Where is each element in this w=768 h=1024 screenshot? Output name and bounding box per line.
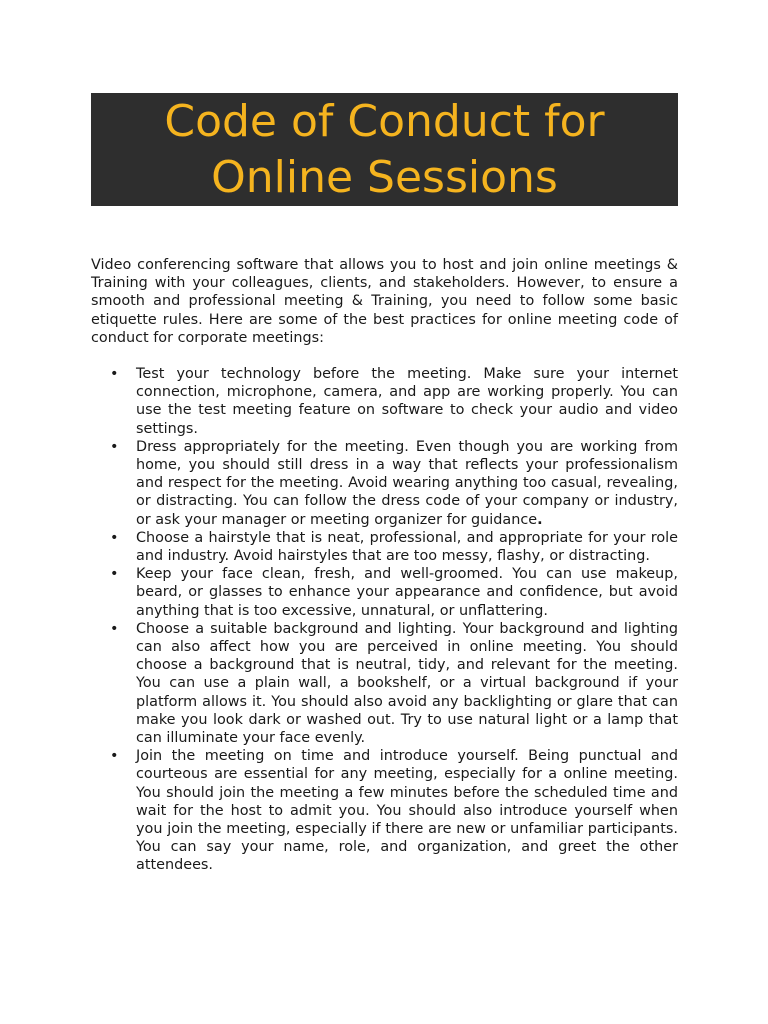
title-line-2: Online Sessions xyxy=(211,151,558,203)
bold-period: . xyxy=(537,511,543,528)
bullet-icon: • xyxy=(110,529,119,546)
list-item-text xyxy=(136,438,678,529)
list-item xyxy=(91,565,678,620)
list-item xyxy=(91,529,678,565)
list-item-text: Choose a hairstyle that is neat, professional, and appropriate for your role and industry. Avoid hairstyles that are too messy, flashy, or distracting. xyxy=(136,529,678,565)
list-item xyxy=(91,438,678,529)
list-item-text: Join the meeting on time and introduce yourself. Being punctual and courteous are essential for any meeting, especially for a online meeting. You should join the meeting a few minutes before the scheduled time and wait for the host to admit you. You should also introduce yourself when you join the meeting, especially if there are new or unfamiliar participants. You can say your name, role, and organization, and greet the other attendees. xyxy=(136,748,678,874)
bullet-icon: • xyxy=(110,366,119,382)
list-item-text: Test your technology before the meeting. Make sure your internet connection, microphone, camera, and app are working properly. You can use the test meeting feature on software to check your audio and video settings. xyxy=(136,366,678,437)
guideline-list xyxy=(91,365,678,875)
bullet-icon: • xyxy=(110,438,119,455)
list-item-text: Keep your face clean, fresh, and well-groomed. You can use makeup, beard, or glasses to enhance your appearance and confidence, but avoid anything that is too excessive, unnatural, or unflattering. xyxy=(136,566,678,619)
list-item xyxy=(91,620,678,747)
list-item xyxy=(91,365,678,438)
bullet-icon: • xyxy=(110,566,119,583)
bullet-icon: • xyxy=(110,748,119,765)
list-item-text: Choose a suitable background and lighting. Your background and lighting can also affect how you are perceived in online meeting. You should choose a background that is neutral, tidy, and relevant for the meeting. You can use a plain wall, a bookshelf, or a virtual background if your platform allows it. You should also avoid any backlighting or glare that can make you look dark or washed out. Try to use natural light or a lamp that can illuminate your face evenly. xyxy=(136,620,678,747)
list-item-body: Dress appropriately for the meeting. Even though you are working from home, you should still dress in a way that reflects your professionalism and respect for the meeting. Avoid wearing anything too casual, revealing, or distracting. You can follow the dress code of your company or industry, or ask your manager or meeting organizer for guidance xyxy=(136,438,678,528)
bullet-icon: • xyxy=(110,620,119,637)
list-item xyxy=(91,747,678,874)
title-line-1: Code of Conduct for xyxy=(164,95,605,147)
intro-paragraph: Video conferencing software that allows you to host and join online meetings & Training with your colleagues, clients, and stakeholders. However, to ensure a smooth and professional meeting & Training, you need to follow some basic etiquette rules. Here are some of the best practices for online meeting code of conduct for corporate meetings: xyxy=(91,257,678,346)
title-banner xyxy=(91,93,678,206)
